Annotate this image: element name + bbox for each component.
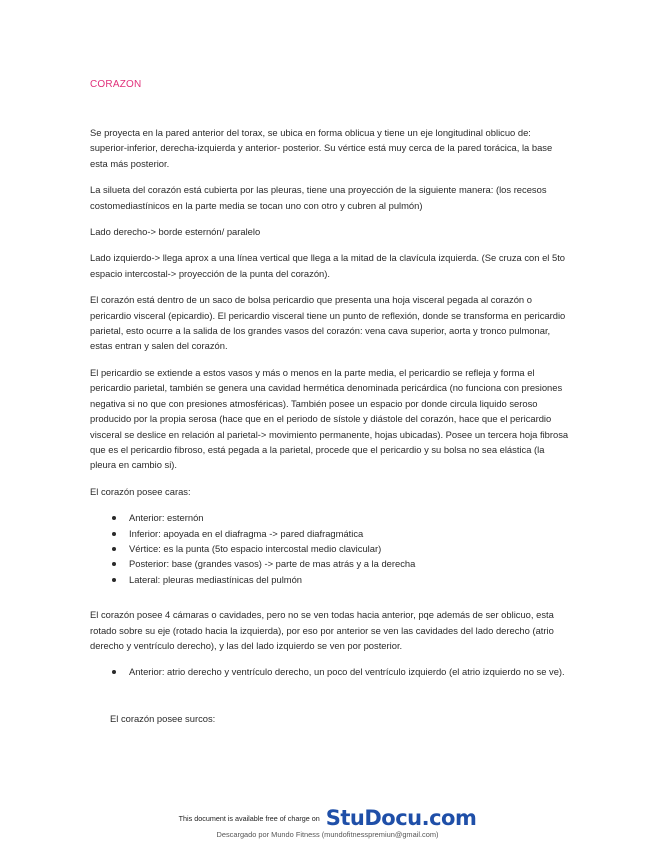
paragraph-surcos-heading: El corazón posee surcos: (110, 712, 216, 724)
list-item: Lateral: pleuras mediastínicas del pulmón (90, 572, 570, 587)
bullet-icon (112, 516, 116, 520)
paragraph-silueta: La silueta del corazón está cubierta por las pleuras, tiene una proyección de la siguiente manera: (los recesos costomediastínicos en la parte media se tocan uno con otro y cubren al pulmón) (90, 184, 547, 211)
list-item: Posterior: base (grandes vasos) -> parte de mas atrás y a la derecha (90, 556, 570, 571)
bullet-icon (112, 532, 116, 536)
list-item: Anterior: esternón (90, 510, 570, 525)
list-item: Anterior: atrio derecho y ventrículo derecho, un poco del ventrículo izquierdo (el atrio izquierdo no se ve). (90, 664, 570, 679)
bullet-icon (112, 562, 116, 566)
paragraph-lado-derecho: Lado derecho-> borde esternón/ paralelo (90, 226, 261, 238)
list-item: Inferior: apoyada en el diafragma -> pared diafragmática (90, 526, 570, 541)
paragraph-caras-intro: El corazón posee caras: (90, 485, 191, 497)
paragraph-lado-izquierdo: Lado izquierdo-> llega aprox a una línea vertical que llega a la mitad de la clavícula izquierda. (Se cruza con el 5to espacio intercostal-> proyección de la punta del corazón). (90, 252, 566, 279)
bullet-icon (112, 547, 116, 551)
caras-list (90, 510, 570, 587)
paragraph-proyeccion: Se proyecta en la pared anterior del torax, se ubica en forma oblicua y tiene un eje longitudinal oblicuo de: superior-inferior, derecha-izquierda y anterior- posterior. Su vértice está muy cerca de la pared torácica, la base esta más posterior. (90, 127, 553, 169)
downloaded-by-note: Descargado por Mundo Fitness (mundofitnesspremiun@gmail.com) (216, 830, 439, 839)
camaras-list (90, 664, 570, 679)
paragraph-pericardio-saco: El corazón está dentro de un saco de bolsa pericardio que presenta una hoja visceral pegada al corazón o pericardio visceral (epicardio). El pericardio visceral tiene un punto de reflexión, donde se transforma en pericardio parietal, esto ocurre a la salida de los grandes vasos del corazón: vena cava superior, aorta y tronco pulmonar, estas entran y salen del corazón. (90, 294, 566, 352)
document-title: CORAZON (90, 79, 142, 90)
document-body (90, 125, 570, 737)
footer-banner (0, 806, 655, 830)
paragraph-camaras: El corazón posee 4 cámaras o cavidades, pero no se ven todas hacia anterior, pqe además de ser oblicuo, esta rotado sobre su eje (rotado hacia la izquierda), por eso por anterior se ven las cavidades del lado derecho (atrio derecho y ventrículo derecho), y las del lado izquierdo se ven por posterior. (90, 609, 554, 651)
bullet-icon (112, 578, 116, 582)
bullet-icon (112, 670, 116, 674)
paragraph-pericardio-extension: El pericardio se extiende a estos vasos y más o menos en la parte media, el pericardio se refleja y forma el pericardio parietal, también se genera una cavidad hermética denominada pericárdica (no funciona con presiones negativa si no que con presiones atmosféricas). También posee un espacio por donde circula liquido seroso producido por la propia serosa (hace que en el periodo de sístole y diástole del corazón, hace que el pericardio visceral se deslice en relación al parietal-> movimiento permanente, hojas ubicadas). Posee un tercera hoja fibrosa que es el pericardio fibroso, está pegada a la parietal, procede que el pericardio y su bolsa no sea elástica (la pleura en cambio si). (90, 366, 569, 471)
studocu-logo[interactable]: StuDocu.com (325, 806, 477, 830)
list-item: Vértice: es la punta (5to espacio intercostal medio clavicular) (90, 541, 570, 556)
footer-note: This document is available free of charge on (178, 813, 320, 823)
